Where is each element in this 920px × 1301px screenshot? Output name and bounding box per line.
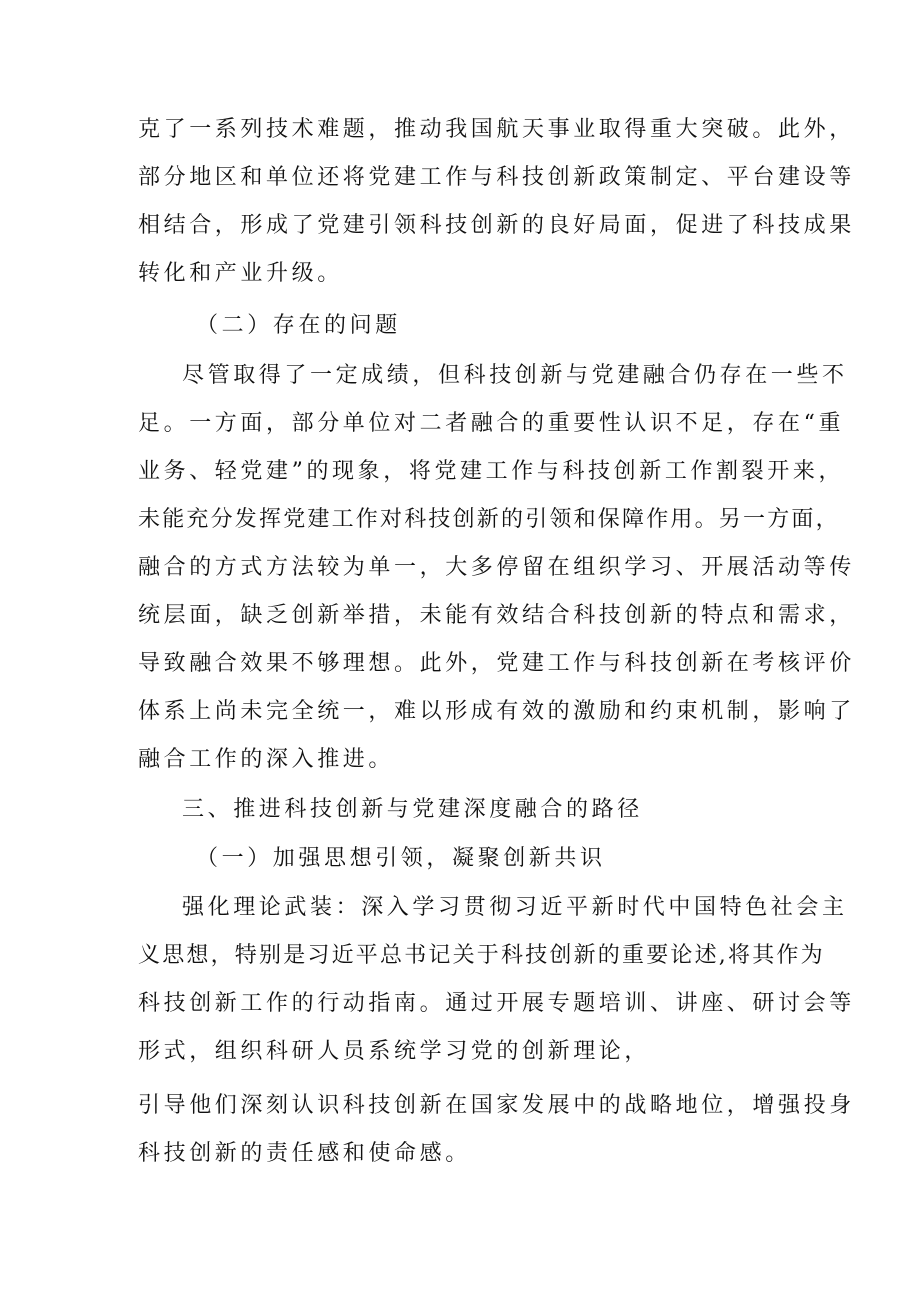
text-line: 导致融合效果不够理想。此外，党建工作与科技创新在考核评价 [138, 651, 855, 676]
text-line: 业务、轻党建”的现象，将党建工作与科技创新工作割裂开来， [138, 459, 845, 484]
text-line: 体系上尚未完全统一，难以形成有效的激励和约束机制，影响了 [138, 699, 855, 724]
text-line: 转化和产业升级。 [138, 261, 343, 286]
section-heading: （二）存在的问题 [196, 313, 401, 338]
text-line: 克了一系列技术难题，推动我国航天事业取得重大突破。此外， [138, 117, 855, 142]
text-line: 科技创新工作的行动指南。通过开展专题培训、讲座、研讨会等 [138, 991, 855, 1016]
text-line: 融合工作的深入推进。 [138, 747, 395, 772]
text-line: 部分地区和单位还将党建工作与科技创新政策制定、平台建设等 [138, 165, 855, 190]
section-heading: （一）加强思想引领，凝聚创新共识 [196, 846, 606, 871]
text-line: 统层面，缺乏创新举措，未能有效结合科技创新的特点和需求， [138, 603, 855, 628]
text-line: 形式，组织科研人员系统学习党的创新理论， [138, 1039, 651, 1064]
text-line: 科技创新的责任感和使命感。 [138, 1141, 471, 1166]
text-line: 未能充分发挥党建工作对科技创新的引领和保障作用。另一方面， [138, 507, 840, 532]
text-line: 相结合，形成了党建引领科技创新的良好局面，促进了科技成果 [138, 213, 855, 238]
text-line: 引导他们深刻认识科技创新在国家发展中的战略地位，增强投身 [138, 1093, 855, 1118]
text-line: 强化理论武装：深入学习贯彻习近平新时代中国特色社会主 [182, 895, 848, 920]
text-line: 尽管取得了一定成绩，但科技创新与党建融合仍存在一些不 [182, 363, 848, 388]
text-line: 足。一方面，部分单位对二者融合的重要性认识不足，存在“重 [138, 411, 845, 436]
text-line: 义思想，特别是习近平总书记关于科技创新的重要论述,将其作为 [138, 943, 825, 968]
chapter-heading: 三、推进科技创新与党建深度融合的路径 [182, 797, 643, 822]
text-line: 融合的方式方法较为单一，大多停留在组织学习、开展活动等传 [138, 555, 855, 580]
